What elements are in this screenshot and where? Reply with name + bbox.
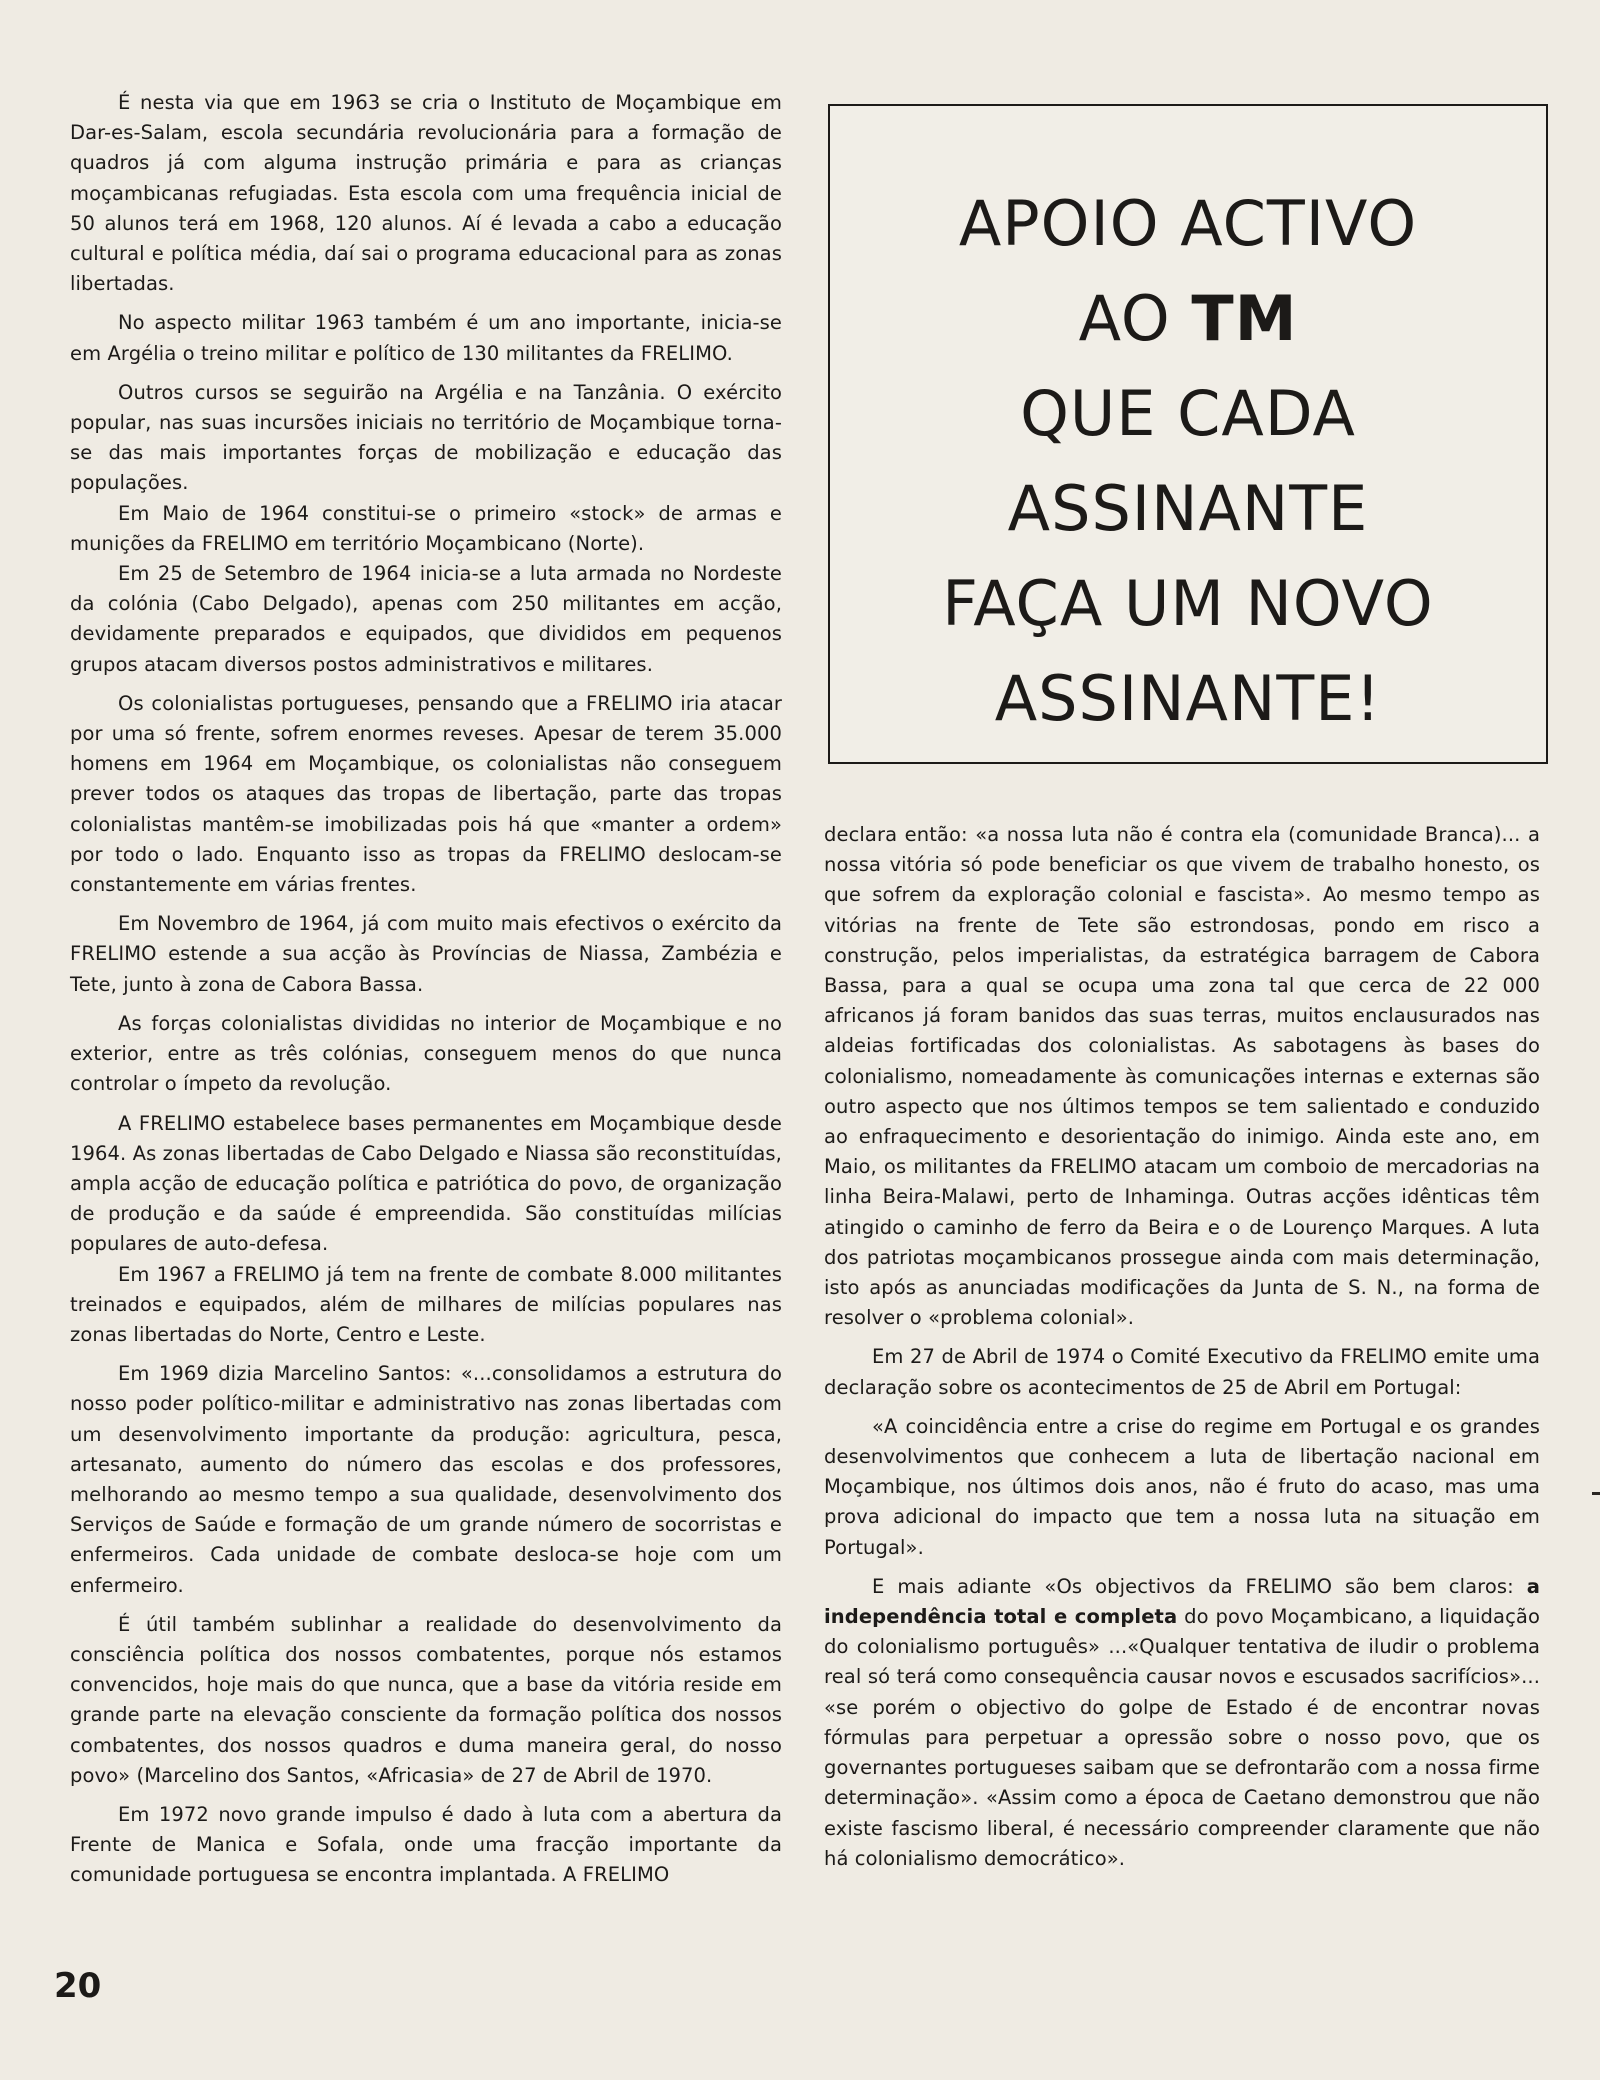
appeal-line: ASSINANTE	[1007, 472, 1369, 545]
right-article-column	[824, 820, 1540, 1883]
quote-paragraph: «A coincidência entre a crise do regime em Portugal e os grandes desenvolvimentos que conhecem a luta de libertação nacional em Moçambique, nos últimos dois anos, não é fruto do acaso, mas uma prova adicional do impacto que tem a nossa luta na situação em Portugal».	[824, 1414, 1540, 1559]
edge-mark	[1592, 1492, 1600, 1495]
left-article-column	[70, 88, 782, 1900]
paragraph: No aspecto militar 1963 também é um ano importante, inicia-se em Argélia o treino militar e político de 130 militantes da FRELIMO.	[70, 311, 782, 365]
text-run: do povo Moçambicano, a liquidação do colonialismo português» ...«Qualquer tentativa de iludir o problema real só terá como consequência causar novos e escusados sacrifícios»... «se porém o objectivo do golpe de Estado é de encontrar novas fórmulas para perpetuar a opressão sobre o nosso povo, que os governantes portugueses saibam que se defrontarão com a nossa firme determinação». «Assim como a época de Caetano demonstrou que não existe fascismo liberal, é necessário compreender claramente que não há colonialismo democrático».	[824, 1605, 1540, 1870]
appeal-line	[830, 271, 1546, 366]
paragraph	[824, 1572, 1540, 1874]
appeal-line: QUE CADA	[1020, 377, 1356, 450]
paragraph: A FRELIMO estabelece bases permanentes em Moçambique desde 1964. As zonas libertadas de Cabo Delgado e Niassa são reconstituídas, ampla acção de educação política e patriótica do povo, de organização de produção e da saúde é empreendida. São constituídas milícias populares de auto-defesa.	[70, 1111, 782, 1256]
paragraph: Em 25 de Setembro de 1964 inicia-se a luta armada no Nordeste da colónia (Cabo Delgado), apenas com 250 militantes em acção, devidamente preparados e equipados, que divididos em pequenos grupos atacam diversos postos administrativos e militares.	[70, 562, 782, 676]
emphasis-text: a independência total e completa	[824, 1574, 1540, 1629]
text-run: E mais adiante «Os objectivos da FRELIMO são bem claros:	[872, 1574, 1527, 1598]
paragraph: É útil também sublinhar a realidade do desenvolvimento da consciência política dos nossos combatentes, porque nós estamos convencidos, hoje mais do que nunca, que a base da vitória reside em grande parte na elevação consciente da formação política dos nossos combatentes, dos nossos quadros e duma maneira geral, do nosso povo» (Marcelino dos Santos, «Africasia» de 27 de Abril de 1970.	[70, 1612, 782, 1787]
paragraph: As forças colonialistas divididas no interior de Moçambique e no exterior, entre as três colónias, conseguem menos do que nunca controlar o ímpeto da revolução.	[70, 1011, 782, 1096]
appeal-line: FAÇA UM NOVO	[942, 567, 1434, 640]
appeal-line: ASSINANTE!	[994, 662, 1382, 735]
subscription-appeal-box	[828, 104, 1548, 764]
appeal-line: APOIO ACTIVO	[958, 187, 1418, 260]
magazine-logo-tm: TM	[1191, 282, 1298, 355]
paragraph: declara então: «a nossa luta não é contra ela (comunidade Branca)... a nossa vitória só pode beneficiar os que vivem de trabalho honesto, os que sofrem da exploração colonial e fascista». Ao mesmo tempo as vitórias na frente de Tete são estrondosas, pondo em risco a construção, pelos imperialistas, da estratégica barragem de Cabora Bassa, para a qual se ocupa uma zona tal que cerca de 22 000 africanos já foram banidos das suas terras, muitos enclausurados nas aldeias fortificadas dos colonialistas. As sabotagens às bases do colonialismo, nomeadamente às comunicações internas e externas são outro aspecto que nos últimos tempos se tem salientado e conduzido ao enfraquecimento e desorientação do inimigo. Ainda este ano, em Maio, os militantes da FRELIMO atacam um comboio de mercadorias na linha Beira-Malawi, perto de Inhaminga. Outras acções idênticas têm atingido o caminho de ferro da Beira e o de Lourenço Marques. A luta dos patriotas moçambicanos prossegue ainda com mais determinação, isto após as anunciadas modificações da Junta de S. N., na forma de resolver o «problema colonial».	[824, 823, 1540, 1330]
appeal-headline	[830, 176, 1546, 746]
paragraph: Em 1969 dizia Marcelino Santos: «...consolidamos a estrutura do nosso poder político-militar e administrativo nas zonas libertadas com um desenvolvimento importante da produção: agricultura, pesca, artesanato, aumento do número das escolas e dos professores, melhorando ao mesmo tempo a sua qualidade, desenvolvimento dos Serviços de Saúde e formação de um grande número de socorristas e enfermeiros. Cada unidade de combate desloca-se hoje com um enfermeiro.	[70, 1362, 782, 1597]
paragraph: Em 1972 novo grande impulso é dado à luta com a abertura da Frente de Manica e Sofala, onde uma fracção importante da comunidade portuguesa se encontra implantada. A FRELIMO	[70, 1802, 782, 1887]
paragraph: Outros cursos se seguirão na Argélia e na Tanzânia. O exército popular, nas suas incursões iniciais no território de Moçambique torna-se das mais importantes forças de mobilização e educação das populações.	[70, 380, 782, 495]
paragraph: Em Novembro de 1964, já com muito mais efectivos o exército da FRELIMO estende a sua acção às Províncias de Niassa, Zambézia e Tete, junto à zona de Cabora Bassa.	[70, 912, 782, 996]
paragraph: Em 27 de Abril de 1974 o Comité Executivo da FRELIMO emite uma declaração sobre os acontecimentos de 25 de Abril em Portugal:	[824, 1345, 1540, 1399]
paragraph: Em Maio de 1964 constitui-se o primeiro «stock» de armas e munições da FRELIMO em território Moçambicano (Norte).	[70, 501, 782, 555]
paragraph: Em 1967 a FRELIMO já tem na frente de combate 8.000 militantes treinados e equipados, além de milhares de milícias populares nas zonas libertadas do Norte, Centro e Leste.	[70, 1262, 782, 1346]
page-number: 20	[54, 1966, 102, 2006]
paragraph: Os colonialistas portugueses, pensando que a FRELIMO iria atacar por uma só frente, sofrem enormes reveses. Apesar de terem 35.000 homens em 1964 em Moçambique, os colonialistas não conseguem prever todos os ataques das tropas de libertação, parte das tropas colonialistas mantêm-se imobilizadas pois há que «manter a ordem» por todo o lado. Enquanto isso as tropas da FRELIMO deslocam-se constantemente em várias frentes.	[70, 691, 782, 897]
paragraph: É nesta via que em 1963 se cria o Instituto de Moçambique em Dar-es-Salam, escola secundária revolucionária para a formação de quadros já com alguma instrução primária e para as crianças moçambicanas refugiadas. Esta escola com uma frequência inicial de 50 alunos terá em 1968, 120 alunos. Aí é levada a cabo a educação cultural e política média, daí sai o programa educacional para as zonas libertadas.	[70, 91, 782, 296]
appeal-line-prefix: AO	[1078, 282, 1192, 355]
